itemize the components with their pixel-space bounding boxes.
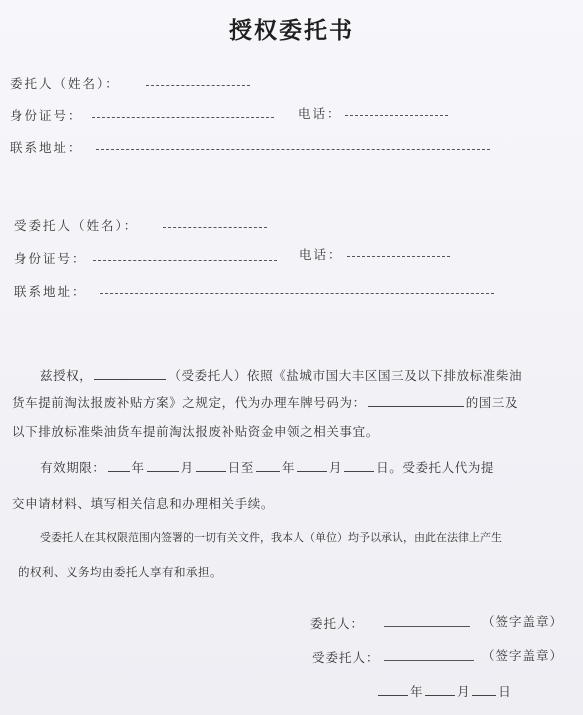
principal-phone-blank [345,115,448,116]
agent-id-blank [93,260,277,261]
plate-number-blank [368,405,464,407]
sign-day-blank [472,694,496,696]
month-text-2: 月 [329,460,343,475]
agent-phone-blank [347,256,450,257]
principal-name-blank [146,85,250,86]
validity-line-2: 交申请材料、填写相关信息和办理相关手续。 [12,496,275,511]
sign-day-text: 日 [498,684,512,699]
acknowledge-line-1: 受委托人在其权限范围内签署的一切有关文件，我本人（单位）均予以承认，由此在法律上产生 [40,531,502,544]
year-text-2: 年 [281,460,296,475]
principal-phone-label: 电话： [298,106,342,121]
plate-text: 货车提前淘汰报废补贴方案》之规定，代为办理车牌号码为： [12,395,366,410]
sign-month-text: 月 [457,684,471,699]
signature-date-line [376,682,511,700]
grant-text: 兹授权， [40,368,93,383]
start-day-blank [196,470,226,472]
principal-id-blank [92,117,274,118]
agent-address-label: 联系地址： [14,284,87,299]
body-line-1 [40,366,522,384]
principal-id-label: 身份证号： [10,108,83,123]
document-title: 授权委托书 [229,18,354,44]
agent-signature-label: 受委托人： [312,650,380,665]
body-line-3: 以下排放标准柴油货车提前淘汰报废补贴资金申领之相关事宜。 [12,424,379,439]
month-text: 月 [180,460,194,475]
sign-month-blank [425,694,455,696]
agent-id-label: 身份证号： [14,251,87,266]
end-day-blank [344,470,374,472]
validity-label: 有效期限： [40,460,106,475]
agent-name-inline-blank [94,378,166,380]
agent-name-blank [163,227,267,228]
principal-signature-label: 委托人： [310,616,365,631]
start-year-blank [108,470,130,472]
agent-phone-label: 电话： [299,247,343,262]
day-end-text: 日。受委托人代为提 [376,460,495,475]
sign-year-text: 年 [410,684,424,699]
start-month-blank [147,470,179,472]
agent-signature-blank [384,660,474,661]
grant-text-cont: （受委托人）依照《盐城市国大丰区国三及以下排放标准柴油 [168,368,523,383]
agent-address-blank [100,293,494,294]
agent-name-label: 受委托人（姓名）： [14,218,139,233]
principal-address-blank [96,149,490,150]
end-year-blank [256,470,280,472]
plate-text-cont: 的国三及 [465,395,519,410]
principal-signature-blank [384,626,470,627]
day-to-text: 日至 [227,460,254,475]
year-text: 年 [131,460,145,475]
principal-name-label: 委托人（姓名）： [10,76,120,91]
principal-sign-note: （签字盖章） [482,614,564,629]
sign-year-blank [378,694,408,696]
validity-line [40,458,494,476]
acknowledge-line-2: 的权利、义务均由委托人享有和承担。 [18,565,222,579]
principal-address-label: 联系地址： [10,140,83,155]
agent-sign-note: （签字盖章） [482,648,564,663]
body-line-2 [12,393,518,411]
end-month-blank [297,470,327,472]
